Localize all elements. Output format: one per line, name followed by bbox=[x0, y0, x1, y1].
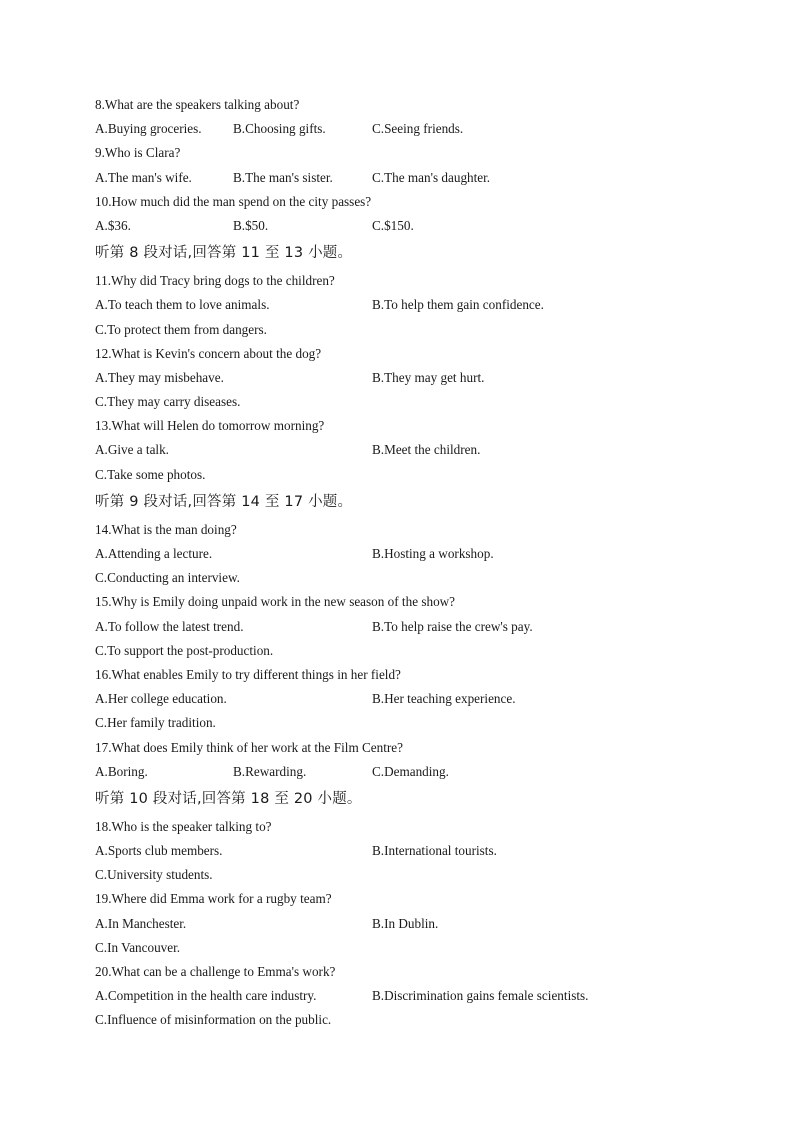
option-a: A.Boring. bbox=[95, 763, 148, 779]
option-c: C.Conducting an interview. bbox=[95, 570, 240, 586]
option-c: C.University students. bbox=[95, 867, 213, 883]
option-b: B.International tourists. bbox=[372, 843, 497, 859]
option-a: A.The man's wife. bbox=[95, 169, 192, 185]
question-block bbox=[95, 590, 735, 663]
option-a: A.$36. bbox=[95, 217, 131, 233]
question-text: 12.What is Kevin's concern about the dog? bbox=[95, 345, 322, 361]
question-block bbox=[95, 141, 735, 189]
question-text: 19.Where did Emma work for a rugby team? bbox=[95, 891, 332, 907]
question-text: 8.What are the speakers talking about? bbox=[95, 97, 300, 112]
options-row bbox=[95, 687, 735, 711]
question-block bbox=[95, 93, 735, 141]
options-row bbox=[95, 615, 735, 639]
question-block bbox=[95, 342, 735, 415]
question-block bbox=[95, 736, 735, 784]
question-block bbox=[95, 663, 735, 736]
section-heading: 听第 10 段对话,回答第 18 至 20 小题。 bbox=[95, 790, 362, 807]
option-b: B.$50. bbox=[233, 217, 269, 233]
options-row bbox=[95, 984, 735, 1008]
options-row bbox=[95, 214, 735, 238]
options-row bbox=[95, 839, 735, 863]
question-block bbox=[95, 190, 735, 238]
question-text: 18.Who is the speaker talking to? bbox=[95, 818, 272, 834]
option-c: C.Take some photos. bbox=[95, 466, 206, 482]
question-block bbox=[95, 960, 735, 1033]
question-block bbox=[95, 518, 735, 591]
option-b: B.Discrimination gains female scientists. bbox=[372, 988, 589, 1004]
option-a: A.Her college education. bbox=[95, 691, 227, 707]
option-a: A.To teach them to love animals. bbox=[95, 297, 270, 313]
options-row bbox=[95, 760, 735, 784]
option-a: A.Competition in the health care industry. bbox=[95, 988, 317, 1004]
section-heading: 听第 9 段对话,回答第 14 至 17 小题。 bbox=[95, 493, 353, 510]
options-row bbox=[95, 438, 735, 462]
option-a: A.Buying groceries. bbox=[95, 121, 202, 137]
option-b: B.The man's sister. bbox=[233, 169, 333, 185]
option-b: B.They may get hurt. bbox=[372, 369, 485, 385]
option-b: B.In Dublin. bbox=[372, 915, 439, 931]
question-text: 9.Who is Clara? bbox=[95, 145, 181, 161]
option-c: C.To protect them from dangers. bbox=[95, 321, 267, 337]
options-row bbox=[95, 293, 735, 317]
question-text: 17.What does Emily think of her work at the Film Centre? bbox=[95, 739, 404, 755]
option-c: C.The man's daughter. bbox=[372, 169, 491, 185]
option-c: C.Influence of misinformation on the public. bbox=[95, 1012, 332, 1028]
question-text: 20.What can be a challenge to Emma's work? bbox=[95, 964, 336, 979]
question-text: 15.Why is Emily doing unpaid work in the new season of the show? bbox=[95, 594, 456, 610]
question-block bbox=[95, 815, 735, 888]
option-c: C.$150. bbox=[372, 217, 414, 233]
option-b: B.Hosting a workshop. bbox=[372, 546, 494, 561]
options-row bbox=[95, 366, 735, 390]
option-a: A.Attending a lecture. bbox=[95, 546, 213, 561]
question-text: 14.What is the man doing? bbox=[95, 521, 237, 537]
option-b: B.Rewarding. bbox=[233, 763, 307, 779]
option-a: A.Sports club members. bbox=[95, 843, 223, 859]
option-c: C.Her family tradition. bbox=[95, 715, 216, 731]
question-block bbox=[95, 269, 735, 342]
options-row bbox=[95, 542, 735, 566]
option-a: A.To follow the latest trend. bbox=[95, 618, 244, 634]
option-c: C.They may carry diseases. bbox=[95, 394, 241, 410]
options-row bbox=[95, 912, 735, 936]
option-b: B.Meet the children. bbox=[372, 442, 481, 458]
question-block bbox=[95, 887, 735, 960]
option-b: B.To help raise the crew's pay. bbox=[372, 618, 533, 634]
option-b: B.Choosing gifts. bbox=[233, 121, 326, 137]
option-c: C.Seeing friends. bbox=[372, 121, 464, 137]
option-a: A.In Manchester. bbox=[95, 915, 187, 931]
question-block bbox=[95, 414, 735, 487]
question-text: 13.What will Helen do tomorrow morning? bbox=[95, 418, 325, 434]
option-b: B.To help them gain confidence. bbox=[372, 297, 544, 313]
option-c: C.Demanding. bbox=[372, 763, 449, 779]
option-a: A.Give a talk. bbox=[95, 442, 169, 458]
question-text: 11.Why did Tracy bring dogs to the children? bbox=[95, 273, 335, 289]
options-row bbox=[95, 117, 735, 141]
option-b: B.Her teaching experience. bbox=[372, 691, 516, 707]
option-c: C.In Vancouver. bbox=[95, 939, 181, 955]
option-c: C.To support the post-production. bbox=[95, 642, 274, 658]
section-heading: 听第 8 段对话,回答第 11 至 13 小题。 bbox=[95, 245, 353, 262]
option-a: A.They may misbehave. bbox=[95, 369, 224, 385]
options-row bbox=[95, 166, 735, 190]
question-text: 10.How much did the man spend on the city passes? bbox=[95, 193, 372, 209]
exam-page bbox=[95, 93, 735, 1033]
question-text: 16.What enables Emily to try different things in her field? bbox=[95, 666, 401, 682]
